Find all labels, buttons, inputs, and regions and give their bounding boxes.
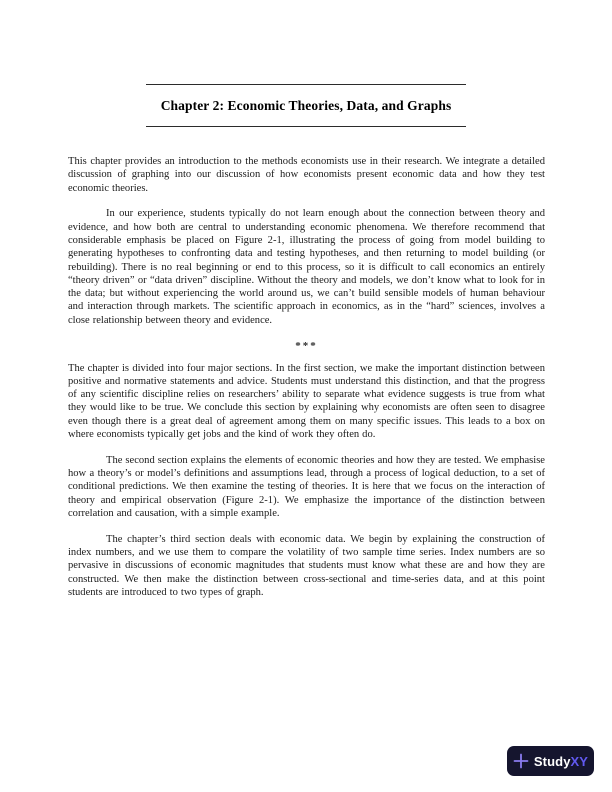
title-rule-bottom [146,126,466,127]
plus-icon [513,753,529,769]
brand-xy: XY [570,753,589,769]
studyxy-logo [507,746,594,776]
paragraph-sections: The chapter is divided into four major sections. In the first section, we make the important distinction between positive and normative statements and advice. Students must understand this distinction, and that the progress of any scientific discipline relies on researchers’ ability to separate what evidence suggests is true from what they would like to be true. We conclude this section by explaining why economists are often seen to disagree even though there is a great deal of agreement among them on many specific issues. This leads to a box on where economists typically get jobs and the kind of work they often do. [68,362,545,441]
paragraph-experience: In our experience, students typically do not learn enough about the connection between theory and evidence, and how both are central to understanding economic phenomena. We therefore recommend that considerable emphasis be placed on Figure 2-1, illustrating the process of going from model building to generating hypotheses to confronting data and testing hypotheses, and then returning to model building (or rebuilding). There is no real beginning or end to this process, so it is difficult to call economics an entirely “theory driven” or “data driven” discipline. Without the theory and models, we don’t know what to look for in the data; but without experiencing the world around us, we can’t build sensible models of human behaviour and interaction through markets. The scientific approach in economics, as in the “hard” sciences, involves a close relationship between theory and evidence. [68,208,545,326]
brand-study: Study [533,753,571,769]
paragraph-intro: This chapter provides an introduction to the methods economists use in their research. We integrate a detailed discussion of graphing into our discussion of how economists present economic data and how they test economic theories. [68,156,545,194]
paragraph-second-section: The second section explains the elements of economic theories and how they are tested. We emphasise how a theory’s or model’s definitions and assumptions lead, through a process of logical deduction, to a set of conditional predictions. We then examine the testing of theories. It is here that we focus on the interaction of theory and empirical observation (Figure 2-1). We emphasize the importance of the distinction between correlation and causation, with a simple example. [68,454,545,520]
chapter-title: Chapter 2: Economic Theories, Data, and Graphs [160,98,452,113]
body-text [68,155,545,612]
section-separator: *** [295,339,318,352]
paragraph-third-section: The chapter’s third section deals with economic data. We begin by explaining the construction of index numbers, and we use them to compare the volatility of two sample time series. Index numbers are so pervasive in discussions of economic magnitudes that students must know what these are and how they are constructed. We then make the distinction between cross-sectional and time-series data, and at this point students are introduced to two types of graph. [68,533,545,599]
chapter-title-block [146,84,466,127]
brand-wordmark [534,754,588,769]
